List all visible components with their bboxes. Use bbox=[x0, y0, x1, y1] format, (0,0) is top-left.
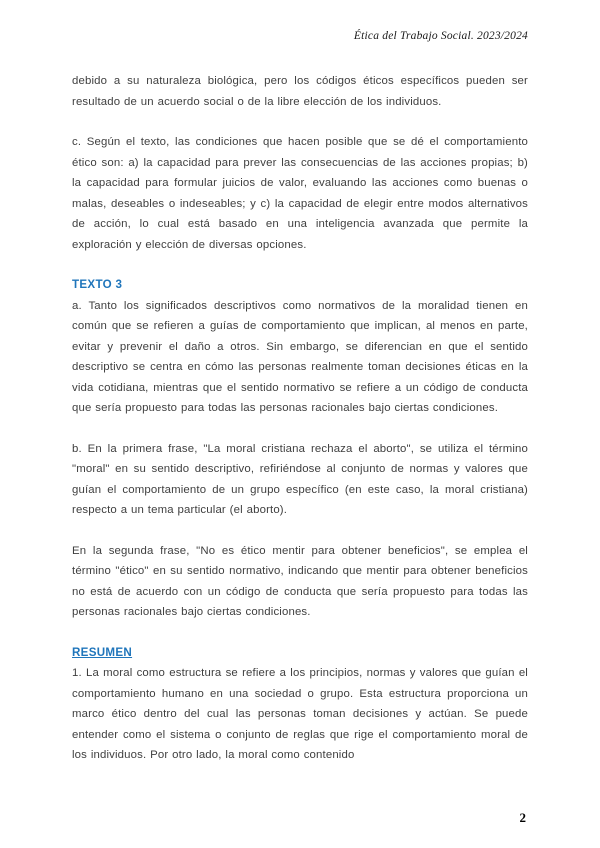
page-number: 2 bbox=[519, 810, 526, 825]
paragraph-intro-continuation: debido a su naturaleza biológica, pero los códigos éticos específicos pueden ser resultado de un acuerdo social o de la libre elección de los individuos. bbox=[72, 75, 528, 108]
paragraph-resumen-1: 1. La moral como estructura se refiere a los principios, normas y valores que guían el comportamiento humano en una sociedad o grupo. Esta estructura proporciona un marco ético dentro del cual las personas toman decisiones y actúan. Se puede entender como el sistema o conjunto de reglas que rige el comportamiento moral de los individuos. Por otro lado, la moral como contenido bbox=[72, 667, 528, 761]
paragraph-segunda-frase: En la segunda frase, "No es ético mentir para obtener beneficios", se emplea el término "ético" en su sentido normativo, indicando que mentir para obtener beneficios no está de acuerdo con un código de conducta que sería propuesto para todas las personas racionales bajo ciertas condiciones. bbox=[72, 544, 528, 618]
paragraph-answer-a: a. Tanto los significados descriptivos como normativos de la moralidad tienen en común que se refieren a guías de comportamiento que implican, al menos en parte, evitar y prevenir el daño a otros. Sin embargo, se diferencian en que el sentido descriptivo se centra en cómo las personas realmente toman decisiones éticas en la vida cotidiana, mientras que el sentido normativo se refiere a un código de conducta que sería propuesto para todas las personas racionales bajo ciertas condiciones. bbox=[72, 299, 528, 414]
document-body bbox=[72, 71, 528, 766]
paragraph-answer-c: c. Según el texto, las condiciones que hacen posible que se dé el comportamiento ético son: a) la capacidad para prever las consecuencias de las acciones propias; b) la capacidad para formular juicios de valor, evaluando las acciones como buenas o malas, deseables o indeseables; y c) la capacidad de elegir entre modos alternativos de acción, lo cual está basado en una inteligencia avanzada que permite la exploración y elección de diversas opciones. bbox=[72, 136, 528, 251]
paragraph-answer-b: b. En la primera frase, "La moral cristiana rechaza el aborto", se utiliza el término "moral" en su sentido descriptivo, refiriéndose al conjunto de normas y valores que guían el comportamiento de un grupo específico (en este caso, la moral cristiana) respecto a un tema particular (el aborto). bbox=[72, 442, 528, 516]
section-heading-texto-3: TEXTO 3 bbox=[72, 278, 123, 291]
section-heading-resumen: RESUMEN bbox=[72, 645, 133, 659]
document-header-title: Ética del Trabajo Social. 2023/2024 bbox=[353, 30, 528, 42]
